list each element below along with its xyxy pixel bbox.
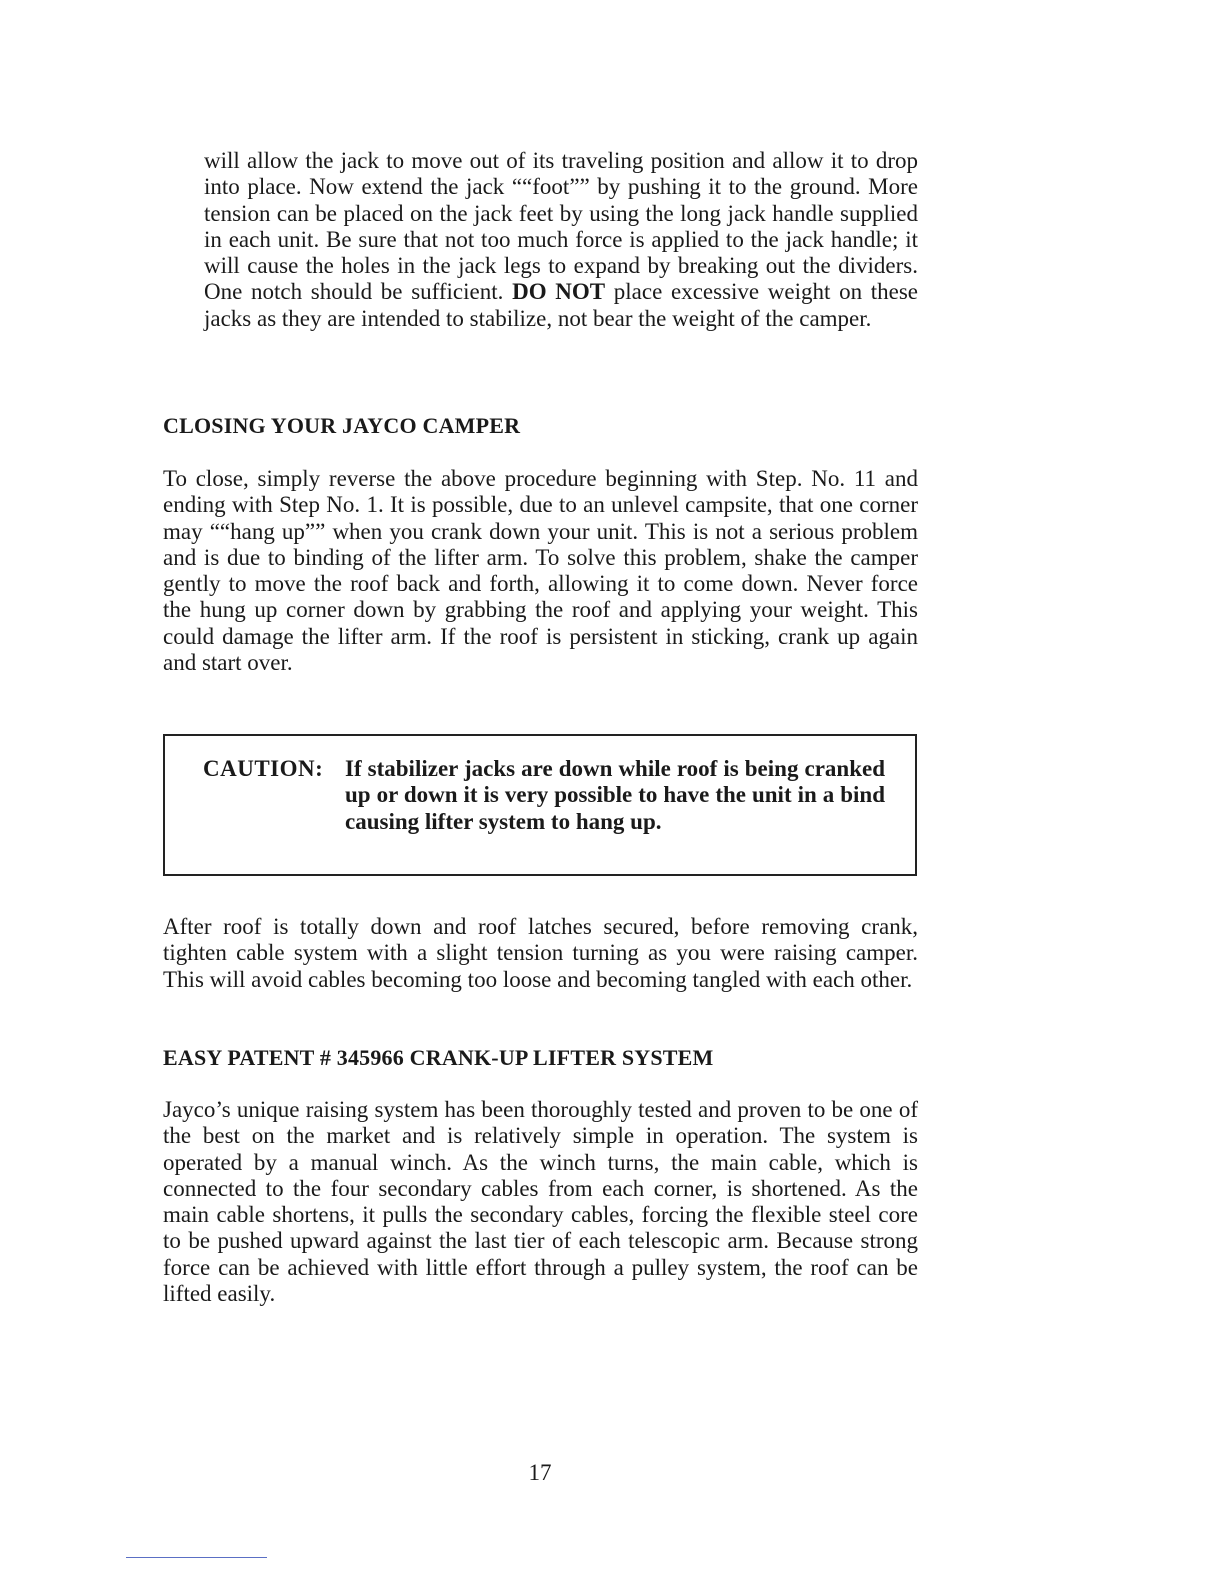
lifter-section-heading: EASY PATENT # 345966 CRANK-UP LIFTER SYSTEM <box>163 1045 714 1070</box>
lifter-section-paragraph: Jayco’s unique raising system has been thoroughly tested and proven to be one of the best on the market and is relatively simple in operation. The system is operated by a manual winch. As the winch turns, the main cable, which is connected to the four secondary cables from each corner, is shortened. As the main cable shortens, it pulls the secondary cables, forcing the flexible steel core to be pushed upward against the last tier of each telescopic arm. Because strong force can be achieved with little effort through a pulley system, the roof can be lifted easily. <box>163 1097 918 1307</box>
continued-paragraph-text-before: will allow the jack to move out of its traveling position and allow it to drop into place. Now extend the jack ““foot”” by pushing it to the ground. More tension can be placed on the jack feet by using the long jack handle supplied in each unit. Be sure that not too much force is applied to the jack handle; it will cause the holes in the jack legs to expand by breaking out the dividers. One notch should be sufficient. <box>204 148 918 305</box>
continued-paragraph-text-after: place excessive weight on these jacks as they are intended to stabilize, not bear the weight of the camper. <box>204 279 919 331</box>
do-not-emphasis: DO NOT <box>512 279 606 305</box>
footer-rule <box>126 1557 267 1558</box>
closing-section-heading: CLOSING YOUR JAYCO CAMPER <box>163 413 521 438</box>
caution-text: If stabilizer jacks are down while roof is being cranked up or down it is very possible to have the unit in a bind causing lifter system to hang up. <box>345 756 885 834</box>
after-caution-paragraph: After roof is totally down and roof latches secured, before removing crank, tighten cable system with a slight tension turning as you were raising camper. This will avoid cables becoming too loose and becoming tangled with each other. <box>163 914 918 992</box>
caution-label: CAUTION: <box>203 756 324 781</box>
continued-paragraph <box>204 148 918 332</box>
caution-box <box>163 734 917 876</box>
page-number: 17 <box>528 1460 552 1485</box>
closing-section-paragraph: To close, simply reverse the above procedure beginning with Step. No. 11 and ending with Step No. 1. It is possible, due to an unlevel campsite, that one corner may ““hang up”” when you crank down your unit. This is not a serious problem and is due to binding of the lifter arm. To solve this problem, shake the camper gently to move the roof back and forth, allowing it to come down. Never force the hung up corner down by grabbing the roof and applying your weight. This could damage the lifter arm. If the roof is persistent in sticking, crank up again and start over. <box>163 466 918 676</box>
